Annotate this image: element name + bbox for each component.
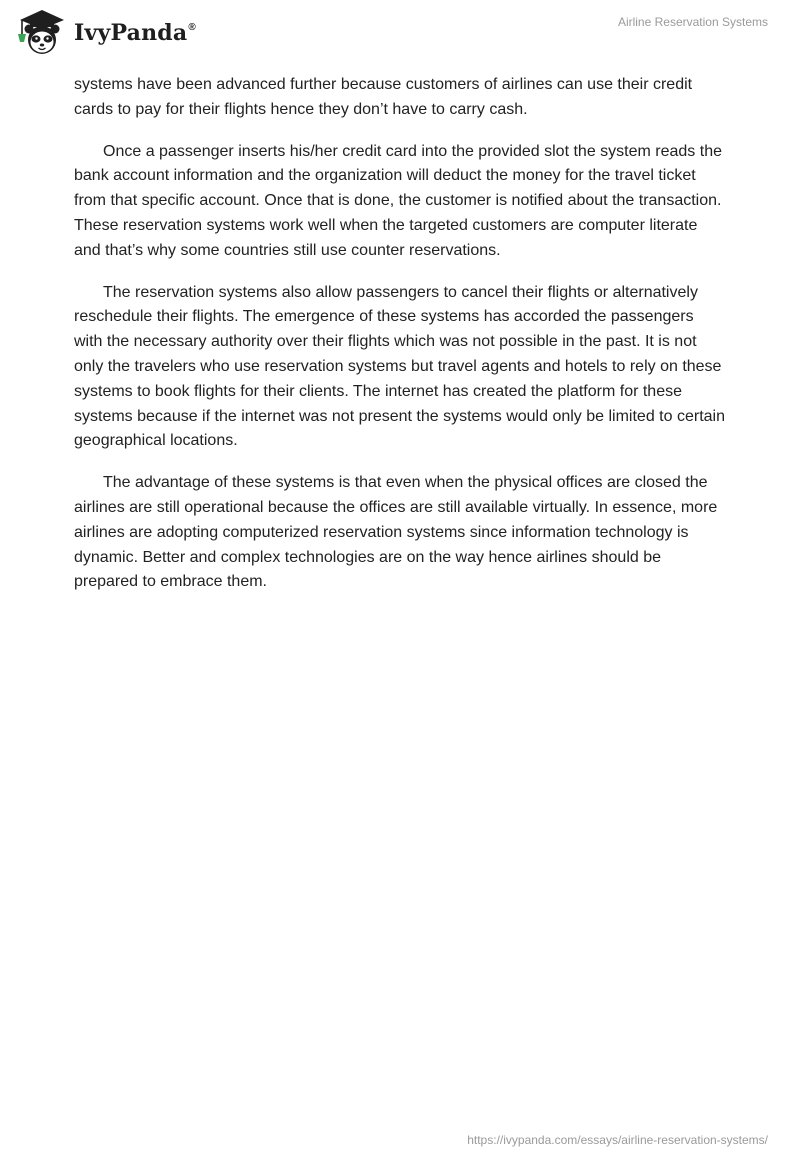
paragraph-3: The reservation systems also allow passengers to cancel their flights or alternatively reschedule their flights. The emergence of these systems has accorded the passengers with the necessary authority over their flights which was not possible in the past. It is not only the travelers who use reservation systems but travel agents and hotels to rely on these systems to book flights for their clients. The internet has created the platform for these systems because if the internet was not present the systems would only be limited to certain geographical locations. — [74, 283, 725, 450]
panda-graduate-icon — [14, 8, 68, 56]
ivypanda-logo[interactable] — [14, 8, 196, 56]
essay-body — [74, 73, 726, 612]
registered-mark: ® — [188, 21, 196, 33]
brand-name: IvyPanda® — [74, 20, 196, 46]
source-url-link[interactable]: https://ivypanda.com/essays/airline-reservation-systems/ — [467, 1133, 768, 1147]
page-header — [0, 0, 800, 70]
paragraph-2: Once a passenger inserts his/her credit card into the provided slot the system reads the bank account information and the organization will deduct the money for the travel ticket from that specific account. Once that is done, the customer is notified about the transaction. These reservation systems work well when the targeted customers are computer literate and that’s why some countries still use counter reservations. — [74, 142, 722, 259]
document-title: Airline Reservation Systems — [617, 15, 768, 29]
paragraph-1: systems have been advanced further because customers of airlines can use their credit cards to pay for their flights hence they don’t have to carry cash. — [74, 76, 693, 118]
paragraph-4: The advantage of these systems is that even when the physical offices are closed the airlines are still operational because the offices are still available virtually. In essence, more airlines are adopting computerized reservation systems since information technology is dynamic. Better and complex technologies are on the way hence airlines should be prepared to embrace them. — [74, 474, 718, 591]
